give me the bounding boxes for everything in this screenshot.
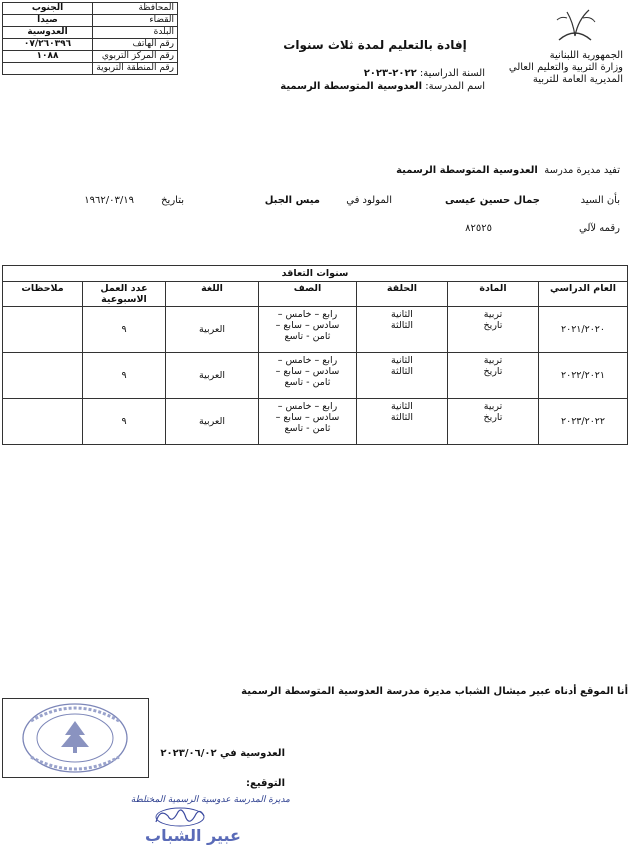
header-language: اللغة — [166, 282, 259, 307]
subject-line: تربية — [483, 309, 503, 320]
grades-line: ثامن - تاسع — [284, 423, 331, 434]
info-value — [3, 63, 93, 75]
grades-line: رابع – خامس – — [277, 401, 338, 412]
grades-line: رابع – خامس – — [277, 309, 338, 320]
subject-line: تربية — [483, 401, 503, 412]
subject-line: تاريخ — [483, 320, 503, 331]
certify-prefix: تفيد مديرة مدرسة — [544, 165, 620, 176]
birthplace: ميس الجبل — [264, 195, 320, 206]
cell-language: العربية — [166, 399, 259, 445]
cell-year: ٢٠٢١/٢٠٢٠ — [539, 307, 628, 353]
header-grade: الصف — [259, 282, 357, 307]
table-caption-row — [3, 266, 628, 282]
certify-line — [396, 165, 620, 176]
number-value: ٨٢٥٢٥ — [465, 223, 492, 234]
table-caption: سنوات التعاقد — [3, 266, 628, 282]
cell-subject — [448, 353, 539, 399]
cell-hours: ٩ — [83, 307, 166, 353]
grades-line: رابع – خامس – — [277, 355, 338, 366]
header-notes: ملاحظات — [3, 282, 83, 307]
person-name: جمال حسين عيسى — [445, 195, 540, 206]
grades-line: سادس – سابع – — [275, 320, 340, 331]
school-name-value: العدوسية المتوسطة الرسمية — [280, 81, 423, 92]
header-weekly-hours: عدد العمل الاسبوعية — [83, 282, 166, 307]
cell-year: ٢٠٢٣/٢٠٢٢ — [539, 399, 628, 445]
info-label: رقم المركز التربوي — [93, 51, 178, 63]
school-year-value: ٢٠٢٢-٢٠٢٣ — [363, 68, 417, 79]
cell-cycle — [357, 353, 448, 399]
info-label: المحافظة — [93, 3, 178, 15]
cell-subject — [448, 307, 539, 353]
info-row — [3, 39, 178, 51]
table-row — [3, 353, 628, 399]
info-row — [3, 3, 178, 15]
cycle-line: الثانية — [391, 401, 413, 412]
cell-language: العربية — [166, 307, 259, 353]
cell-year: ٢٠٢٢/٢٠٢١ — [539, 353, 628, 399]
place-date: العدوسية في ٢٠٢٣/٠٦/٠٢ — [160, 748, 285, 759]
subject-line: تربية — [483, 355, 503, 366]
born-label: المولود في — [346, 195, 392, 206]
cell-cycle — [357, 399, 448, 445]
cycle-line: الثالثة — [390, 366, 414, 377]
certify-school: العدوسية المتوسطة الرسمية — [396, 165, 538, 176]
header-cycle: الحلقة — [357, 282, 448, 307]
info-row — [3, 63, 178, 75]
cell-grades — [259, 399, 357, 445]
undersigned-statement: أنا الموقع أدناه عبير ميشال الشباب مديرة مدرسة العدوسية المتوسطة الرسمية — [241, 686, 628, 697]
info-row — [3, 15, 178, 27]
subject-line: تاريخ — [483, 412, 503, 423]
cell-subject — [448, 399, 539, 445]
header-school-year: العام الدراسي — [539, 282, 628, 307]
document-title: إفادة بالتعليم لمدة ثلاث سنوات — [283, 38, 467, 52]
info-value: صيدا — [3, 15, 93, 27]
info-box — [2, 2, 178, 75]
grades-line: سادس – سابع – — [275, 366, 340, 377]
table-header-row — [3, 282, 628, 307]
ministry-line: وزارة التربية والتعليم العالي — [508, 62, 623, 73]
cycle-line: الثانية — [391, 355, 413, 366]
cell-hours: ٩ — [83, 399, 166, 445]
ministry-header — [509, 50, 623, 86]
header-subject: المادة — [448, 282, 539, 307]
ministry-line: الجمهورية اللبنانية — [549, 50, 623, 61]
info-value: ١٠٨٨ — [3, 51, 93, 63]
number-line — [320, 223, 620, 237]
cell-cycle — [357, 307, 448, 353]
number-label: رقمه لآلي — [578, 223, 620, 234]
grades-line: ثامن - تاسع — [284, 331, 331, 342]
cycle-line: الثالثة — [390, 320, 414, 331]
table-row — [3, 307, 628, 353]
info-label: رقم المنطقة التربوية — [93, 63, 178, 75]
cycle-line: الثانية — [391, 309, 413, 320]
signature-label: التوقيع: — [246, 778, 285, 789]
info-label: القضاء — [93, 15, 178, 27]
contract-years-table — [2, 265, 628, 445]
school-name-label: اسم المدرسة: — [425, 81, 485, 92]
subject-line: تاريخ — [483, 366, 503, 377]
mr-label: بأن السيد — [580, 195, 620, 206]
grades-line: ثامن - تاسع — [284, 377, 331, 388]
info-value: ٠٧/٢٦٠٣٩٦ — [3, 39, 93, 51]
cell-language: العربية — [166, 353, 259, 399]
cell-grades — [259, 353, 357, 399]
table-row — [3, 399, 628, 445]
info-value: العدوسية — [3, 27, 93, 39]
cell-notes — [3, 399, 83, 445]
cycle-line: الثالثة — [390, 412, 414, 423]
signature-name-stamp: عبير الشباب — [145, 826, 241, 845]
cell-grades — [259, 307, 357, 353]
ministry-logo-icon — [545, 6, 605, 42]
info-value: الجنوب — [3, 3, 93, 15]
signature-scribble-icon — [150, 806, 210, 828]
school-year-line — [250, 68, 485, 79]
birth-date: ١٩٦٢/٠٣/١٩ — [84, 195, 134, 206]
cell-notes — [3, 307, 83, 353]
info-row — [3, 27, 178, 39]
info-label: البلدة — [93, 27, 178, 39]
official-stamp-icon — [2, 698, 149, 778]
signature-stamp-text: مديرة المدرسة عدوسية الرسمية المختلطة — [130, 795, 290, 805]
ministry-line: المديرية العامة للتربية — [532, 74, 623, 85]
info-row — [3, 51, 178, 63]
date-label: بتاريخ — [161, 195, 184, 206]
info-label: رقم الهاتف — [93, 39, 178, 51]
school-year-label: السنة الدراسية: — [419, 68, 485, 79]
grades-line: سادس – سابع – — [275, 412, 340, 423]
school-name-line — [225, 81, 485, 92]
person-line — [10, 195, 620, 209]
cell-notes — [3, 353, 83, 399]
cell-hours: ٩ — [83, 353, 166, 399]
